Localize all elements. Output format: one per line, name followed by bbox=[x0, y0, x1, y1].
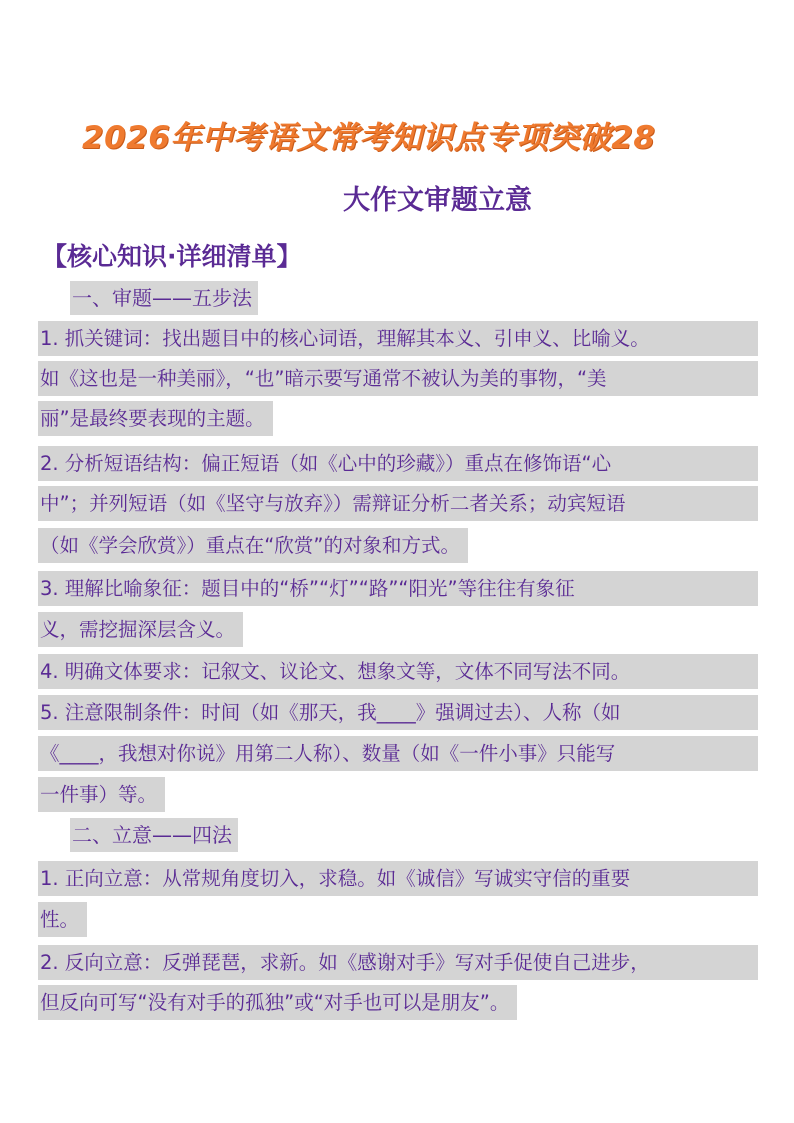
part1-line: 丽”是最终要表现的主题。 bbox=[38, 401, 273, 436]
part2-heading: 二、立意——四法 bbox=[70, 818, 238, 852]
part1-line: 4. 明确文体要求：记叙文、议论文、想象文等，文体不同写法不同。 bbox=[38, 654, 758, 689]
part2-line: 但反向可写“没有对手的孤独”或“对手也可以是朋友”。 bbox=[38, 985, 517, 1020]
part1-line: 一件事）等。 bbox=[38, 777, 165, 812]
part1-line: 1. 抓关键词：找出题目中的核心词语，理解其本义、引申义、比喻义。 bbox=[38, 321, 758, 356]
main-title: 2026年中考语文常考知识点专项突破28 bbox=[82, 120, 656, 156]
part2-line: 性。 bbox=[38, 902, 87, 937]
part1-line: 5. 注意限制条件：时间（如《那天，我____》强调过去）、人称（如 bbox=[38, 695, 758, 730]
section-header: 【核心知识·详细清单】 bbox=[42, 242, 302, 271]
part2-line: 2. 反向立意：反弹琵琶，求新。如《感谢对手》写对手促使自己进步， bbox=[38, 945, 758, 980]
part1-line: 如《这也是一种美丽》，“也”暗示要写通常不被认为美的事物，“美 bbox=[38, 361, 758, 396]
subtitle: 大作文审题立意 bbox=[343, 185, 532, 216]
part1-line: 《____，我想对你说》用第二人称）、数量（如《一件小事》只能写 bbox=[38, 736, 758, 771]
part1-line: 中”；并列短语（如《坚守与放弃》）需辩证分析二者关系；动宾短语 bbox=[38, 486, 758, 521]
part2-line: 1. 正向立意：从常规角度切入，求稳。如《诚信》写诚实守信的重要 bbox=[38, 861, 758, 896]
part1-line: （如《学会欣赏》）重点在“欣赏”的对象和方式。 bbox=[38, 528, 468, 563]
part1-line: 2. 分析短语结构：偏正短语（如《心中的珍藏》）重点在修饰语“心 bbox=[38, 446, 758, 481]
part1-line: 义，需挖掘深层含义。 bbox=[38, 612, 243, 647]
part1-heading: 一、审题——五步法 bbox=[70, 281, 258, 315]
part1-line: 3. 理解比喻象征：题目中的“桥”“灯”“路”“阳光”等往往有象征 bbox=[38, 571, 758, 606]
